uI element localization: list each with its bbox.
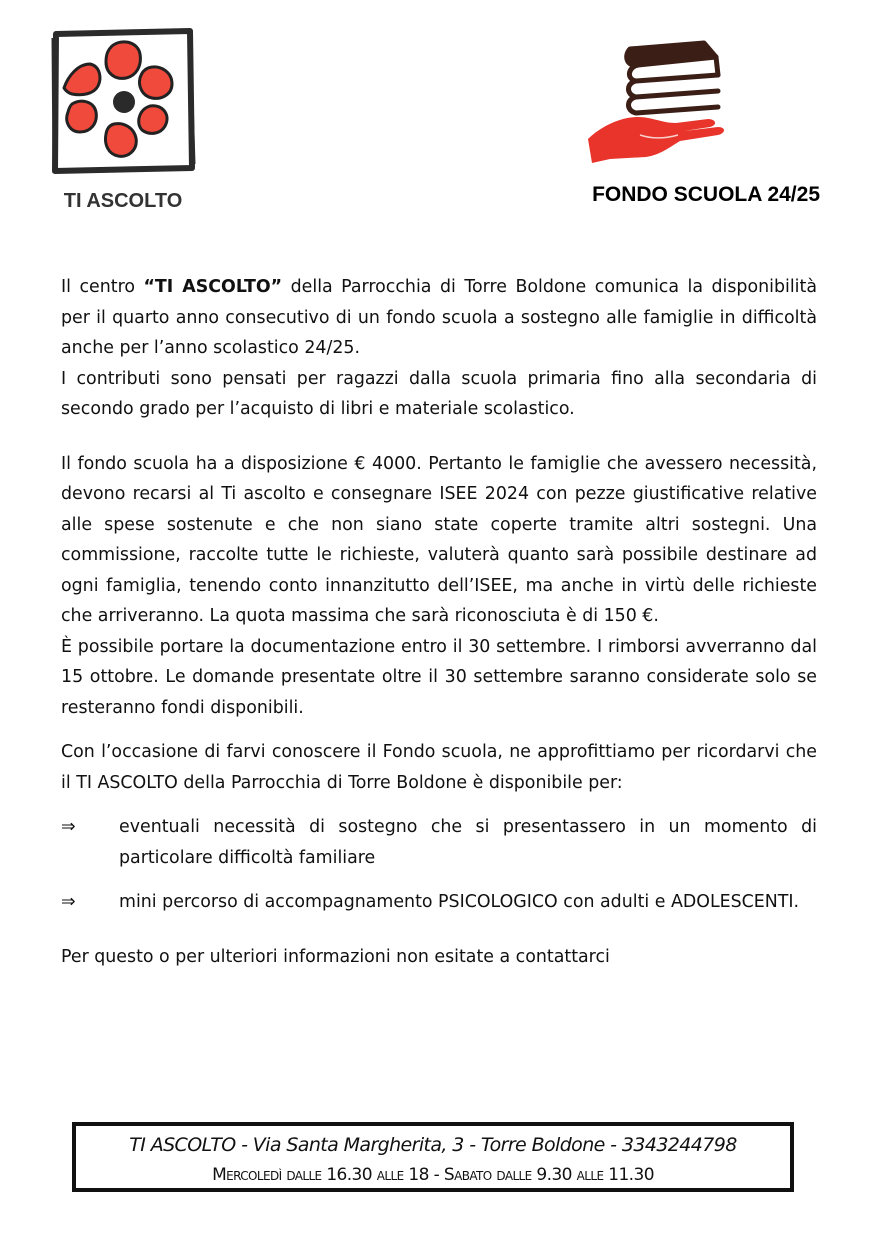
double-arrow-icon: ⇒	[61, 892, 76, 912]
ti-ascolto-logo-label: TI ASCOLTO	[63, 190, 183, 212]
contact-box	[72, 1122, 794, 1192]
services-paragraph: Con l’occasione di farvi conoscere il Fondo scuola, ne approfittiamo per ricordarvi che il TI ASCOLTO della Parrocchia di Torre Boldone è disponibile per:	[61, 742, 817, 793]
list-item	[61, 887, 817, 918]
contact-hours: Mercoledì dalle 16.30 alle 18 - Sabato dalle 9.30 alle 11.30	[212, 1165, 654, 1185]
fund-paragraph: Il fondo scuola ha a disposizione € 4000. Pertanto le famiglie che avessero necessità, devono recarsi al Ti ascolto e consegnare ISEE 2024 con pezze giustificative relative alle spese sostenute e che non siano state coperte tramite altri sostegni. Una commissione, raccolte tutte le richieste, valuterà quanto sarà possibile destinare ad ogni famiglia, tenendo conto innanzitutto dell’ISEE, ma anche in virtù delle richieste che arriveranno. La quota massima che sarà riconosciuta è di 150 €.	[61, 453, 817, 626]
closing-paragraph: Per questo o per ulteriori informazioni non esitate a contattarci	[61, 946, 610, 967]
page-title: FONDO SCUOLA 24/25	[592, 183, 820, 206]
intro-text-rest: della Parrocchia di Torre Boldone comunica la disponibilità per il quarto anno consecutivo di un fondo scuola a sostegno alle famiglie in difficoltà anche per l’anno scolastico 24/25.	[61, 277, 817, 358]
contributions-paragraph: I contributi sono pensati per ragazzi dalla scuola primaria fino alla secondaria di secondo grado per l’acquisto di libri e materiale scolastico.	[61, 368, 817, 419]
books-on-hand-icon	[580, 35, 740, 165]
list-item-text: eventuali necessità di sostegno che si presentassero in un momento di particolare difficoltà familiare	[119, 817, 817, 868]
fondo-scuola-logo	[580, 35, 740, 165]
intro-text-bold: “TI ASCOLTO”	[143, 277, 283, 297]
double-arrow-icon: ⇒	[61, 817, 76, 837]
list-item	[61, 812, 817, 873]
intro-text-prefix: Il centro	[61, 277, 144, 297]
contact-address: TI ASCOLTO - Via Santa Margherita, 3 - Torre Boldone - 3343244798	[129, 1134, 737, 1156]
intro-paragraph	[61, 272, 817, 364]
deadline-paragraph: È possibile portare la documentazione entro il 30 settembre. I rimborsi avverranno dal 15 ottobre. Le domande presentate oltre il 30 settembre saranno considerate solo se resteranno fondi disponibili.	[61, 636, 817, 718]
main-content	[61, 272, 817, 972]
flower-logo-icon	[50, 28, 196, 174]
ti-ascolto-logo	[50, 28, 196, 174]
list-item-text: mini percorso di accompagnamento PSICOLOGICO con adulti e ADOLESCENTI.	[119, 892, 800, 912]
